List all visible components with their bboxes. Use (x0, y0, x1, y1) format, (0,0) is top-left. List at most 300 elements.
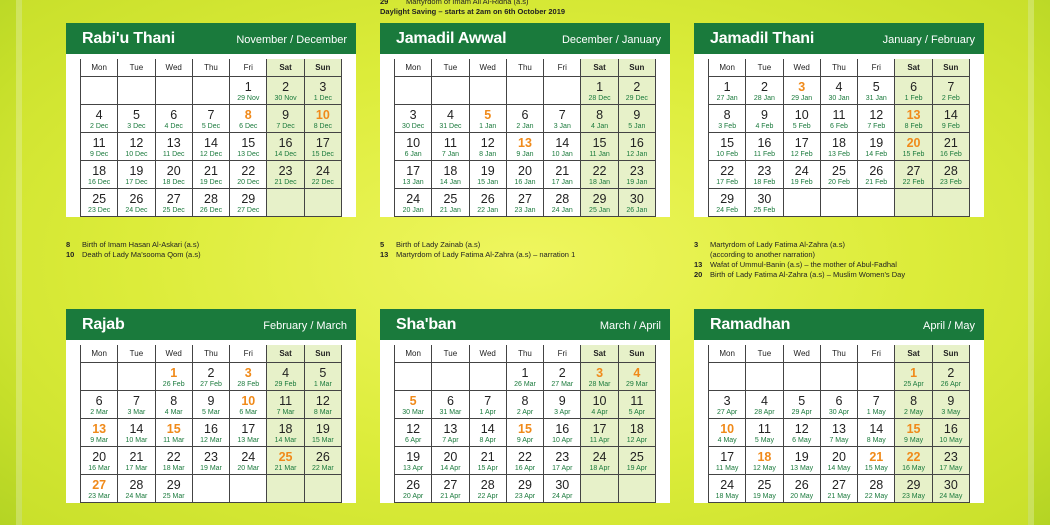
hijri-day: 4 (446, 108, 454, 122)
empty-day-cell (305, 189, 342, 217)
gregorian-date: 15 Feb (902, 151, 925, 158)
empty-day-cell (432, 363, 469, 391)
hijri-day: 16 (555, 422, 570, 436)
hijri-day: 29 (518, 478, 532, 492)
month-calendar-rabiu-thani (66, 23, 356, 217)
gregorian-date: 16 Jan (514, 179, 536, 186)
day-cell (544, 475, 581, 503)
event-row (380, 250, 575, 260)
day-cell (895, 475, 932, 503)
gregorian-date: 30 Mar (402, 409, 425, 416)
event-text: Wafat of Ummul-Banin (a.s) – the mother of Abul-Fadhal (710, 260, 897, 269)
hijri-day: 18 (832, 136, 846, 150)
hijri-day: 25 (629, 450, 644, 464)
hijri-day: 6 (521, 108, 529, 122)
day-cell (305, 105, 342, 133)
empty-day-cell (395, 77, 432, 105)
hijri-day: 13 (443, 422, 458, 436)
weekday-header: Mon (395, 345, 432, 363)
hijri-day: 28 (480, 478, 495, 492)
gregorian-date: 20 Mar (237, 465, 260, 472)
day-cell (581, 105, 618, 133)
day-cell (156, 189, 193, 217)
hijri-day: 15 (906, 422, 921, 436)
event-text: Death of Lady Ma'sooma Qom (a.s) (82, 250, 201, 259)
gregorian-date: 31 Dec (439, 123, 462, 130)
day-cell (230, 189, 267, 217)
weekday-header: Sun (933, 59, 970, 77)
hijri-day: 10 (592, 394, 607, 408)
day-cell (709, 419, 746, 447)
gregorian-date: 21 May (827, 493, 851, 500)
hijri-day: 27 (518, 192, 532, 206)
hijri-day: 18 (629, 422, 644, 436)
hijri-day: 6 (910, 80, 918, 94)
weekday-header: Sat (895, 345, 932, 363)
gregorian-date: 21 Dec (274, 179, 297, 186)
hijri-day: 24 (315, 164, 330, 178)
day-cell (267, 391, 304, 419)
gregorian-date: 18 Jan (589, 179, 611, 186)
gregorian-date: 2 Jan (516, 123, 534, 130)
hijri-day: 21 (204, 164, 218, 178)
hijri-day: 29 (592, 192, 607, 206)
gregorian-date: 25 Jan (589, 207, 611, 214)
day-cell (193, 133, 230, 161)
day-cell (544, 419, 581, 447)
gregorian-date: 6 Feb (830, 123, 848, 130)
hijri-day: 26 (869, 164, 884, 178)
gregorian-date: 7 Jan (441, 151, 459, 158)
gregorian-date: 14 Jan (439, 179, 461, 186)
gregorian-date: 28 Mar (588, 381, 611, 388)
hijri-day: 12 (794, 422, 809, 436)
top-note-row: Daylight Saving – starts at 2am on 6th October 2019 (380, 7, 566, 16)
hijri-day: 4 (835, 80, 843, 94)
day-cell (581, 447, 618, 475)
top-notes (380, 0, 565, 17)
gregorian-date: 24 May (939, 493, 963, 500)
gregorian-date: 10 May (939, 437, 963, 444)
hijri-day: 8 (596, 108, 604, 122)
day-cell (544, 105, 581, 133)
gregorian-date: 26 Mar (514, 381, 536, 388)
day-cell (81, 189, 118, 217)
day-cell (193, 189, 230, 217)
hijri-day: 1 (723, 80, 731, 94)
hijri-day: 6 (446, 394, 454, 408)
day-cell (507, 419, 544, 447)
gregorian-date: 14 Dec (274, 151, 297, 158)
hijri-day: 16 (943, 422, 958, 436)
day-cell (746, 133, 783, 161)
gregorian-date: 10 Jan (551, 151, 573, 158)
month-header (694, 23, 984, 54)
hijri-day: 26 (480, 192, 495, 206)
empty-day-cell (858, 363, 895, 391)
empty-day-cell (784, 363, 821, 391)
day-cell (507, 105, 544, 133)
month-calendar-ramadhan (694, 309, 984, 503)
gregorian-date: 19 Feb (790, 179, 813, 186)
weekday-header: Tue (118, 59, 155, 77)
day-cell (81, 391, 118, 419)
hijri-day: 17 (720, 450, 735, 464)
gregorian-date: 19 Apr (626, 465, 647, 472)
gregorian-date: 5 Feb (792, 123, 811, 130)
hijri-day: 15 (166, 422, 181, 436)
weekday-header: Tue (746, 345, 783, 363)
hijri-day: 7 (558, 108, 566, 122)
day-cell (784, 391, 821, 419)
hijri-day: 24 (794, 164, 809, 178)
empty-day-cell (118, 363, 155, 391)
weekday-header: Wed (156, 345, 193, 363)
hijri-day: 19 (129, 164, 144, 178)
weekday-header: Thu (821, 59, 858, 77)
gregorian-date: 23 Feb (939, 179, 962, 186)
hijri-day: 29 (906, 478, 921, 492)
month-subtitle: January / February (882, 34, 975, 46)
hijri-day: 28 (555, 192, 570, 206)
day-cell (709, 77, 746, 105)
day-cell (619, 419, 656, 447)
gregorian-date: 7 Dec (276, 123, 295, 130)
month-header (66, 309, 356, 340)
hijri-day: 25 (278, 450, 293, 464)
gregorian-date: 23 Jan (514, 207, 536, 214)
hijri-day: 10 (720, 422, 735, 436)
hijri-day: 5 (319, 366, 327, 380)
gregorian-date: 17 May (939, 465, 963, 472)
empty-day-cell (156, 77, 193, 105)
event-row (66, 250, 201, 260)
day-grid (708, 345, 970, 503)
gregorian-date: 4 Jan (591, 123, 609, 130)
hijri-day: 23 (757, 164, 772, 178)
day-cell (267, 105, 304, 133)
hijri-day: 17 (406, 164, 421, 178)
weekday-header: Sun (305, 345, 342, 363)
hijri-day: 14 (204, 136, 218, 150)
hijri-day: 9 (558, 394, 566, 408)
hijri-day: 3 (723, 394, 731, 408)
day-cell (784, 161, 821, 189)
gregorian-date: 14 May (827, 465, 851, 472)
hijri-day: 2 (207, 366, 215, 380)
hijri-day: 11 (279, 394, 293, 408)
gregorian-date: 3 May (941, 409, 961, 416)
gregorian-date: 20 Feb (828, 179, 850, 186)
gregorian-date: 13 Feb (828, 151, 850, 158)
weekday-header: Sat (581, 59, 618, 77)
day-cell (470, 105, 507, 133)
day-cell (746, 77, 783, 105)
hijri-day: 30 (943, 478, 958, 492)
day-cell (709, 391, 746, 419)
hijri-day: 25 (757, 478, 772, 492)
gregorian-date: 22 May (864, 493, 888, 500)
gregorian-date: 23 Apr (514, 493, 536, 500)
gregorian-date: 18 Apr (589, 465, 610, 472)
gregorian-date: 13 Dec (237, 151, 260, 158)
hijri-day: 17 (794, 136, 809, 150)
hijri-day: 8 (521, 394, 529, 408)
top-note-row: 29 Martyrdom of Imam Ali Al-Ridha (a.s) (380, 0, 529, 6)
day-cell (895, 447, 932, 475)
day-cell (581, 189, 618, 217)
day-cell (118, 105, 155, 133)
day-cell (709, 447, 746, 475)
day-cell (544, 363, 581, 391)
month-calendar-shaban (380, 309, 670, 503)
day-grid (394, 59, 656, 217)
hijri-day: 3 (409, 108, 417, 122)
month-header (380, 309, 670, 340)
hijri-day: 11 (630, 394, 644, 408)
empty-day-cell (933, 189, 970, 217)
day-cell (432, 189, 469, 217)
gregorian-date: 10 Mar (125, 437, 148, 444)
gregorian-date: 3 Feb (718, 123, 737, 130)
event-day: 13 (380, 250, 389, 259)
day-cell (709, 133, 746, 161)
gregorian-date: 6 May (792, 437, 812, 444)
gregorian-date: 29 Mar (625, 381, 648, 388)
hijri-day: 5 (872, 80, 880, 94)
day-cell (619, 391, 656, 419)
hijri-day: 4 (633, 366, 641, 380)
weekday-header: Sat (895, 59, 932, 77)
day-cell (432, 133, 469, 161)
gregorian-date: 20 Apr (403, 493, 424, 500)
weekday-header: Fri (858, 59, 895, 77)
day-cell (821, 475, 858, 503)
day-cell (230, 133, 267, 161)
gregorian-date: 28 Feb (237, 381, 260, 388)
hijri-day: 6 (835, 394, 843, 408)
day-cell (118, 475, 155, 503)
gregorian-date: 30 Apr (828, 409, 850, 416)
gregorian-date: 6 Apr (404, 437, 422, 444)
day-cell (156, 133, 193, 161)
hijri-day: 28 (869, 478, 884, 492)
hijri-day: 28 (129, 478, 144, 492)
gregorian-date: 29 Nov (237, 95, 260, 102)
gregorian-date: 3 Mar (127, 409, 146, 416)
gregorian-date: 9 Jan (516, 151, 534, 158)
gregorian-date: 17 Apr (552, 465, 573, 472)
day-cell (193, 447, 230, 475)
weekday-header: Thu (507, 345, 544, 363)
day-cell (470, 189, 507, 217)
hijri-day: 21 (943, 136, 958, 150)
hijri-day: 19 (480, 164, 495, 178)
gregorian-date: 14 Mar (274, 437, 297, 444)
day-cell (581, 77, 618, 105)
gregorian-date: 26 Jan (626, 207, 648, 214)
gregorian-date: 8 Mar (313, 409, 332, 416)
hijri-day: 25 (443, 192, 458, 206)
hijri-day: 22 (720, 164, 735, 178)
gregorian-date: 18 Mar (162, 465, 185, 472)
gregorian-date: 12 Feb (790, 151, 813, 158)
month-header (694, 309, 984, 340)
day-cell (267, 419, 304, 447)
gregorian-date: 7 May (829, 437, 849, 444)
gregorian-date: 21 Mar (274, 465, 297, 472)
gregorian-date: 25 Apr (903, 381, 924, 388)
day-cell (821, 77, 858, 105)
gregorian-date: 28 Apr (754, 409, 775, 416)
hijri-day: 1 (170, 366, 178, 380)
hijri-day: 24 (241, 450, 256, 464)
gregorian-date: 5 Jan (628, 123, 646, 130)
hijri-day: 6 (95, 394, 103, 408)
empty-day-cell (858, 189, 895, 217)
hijri-day: 24 (406, 192, 421, 206)
event-text: Birth of Imam Hasan Al-Askari (a.s) (82, 240, 200, 249)
day-cell (544, 189, 581, 217)
hijri-day: 20 (832, 450, 846, 464)
hijri-day: 20 (518, 164, 532, 178)
gregorian-date: 19 Mar (200, 465, 222, 472)
gregorian-date: 23 Dec (88, 207, 111, 214)
weekday-header: Fri (544, 345, 581, 363)
hijri-day: 14 (869, 422, 884, 436)
gregorian-date: 10 Feb (716, 151, 739, 158)
gregorian-date: 2 Mar (90, 409, 109, 416)
weekday-header: Thu (193, 345, 230, 363)
hijri-day: 13 (166, 136, 181, 150)
day-cell (81, 475, 118, 503)
day-cell (709, 475, 746, 503)
day-cell (118, 189, 155, 217)
empty-day-cell (432, 77, 469, 105)
gregorian-date: 16 Apr (514, 465, 536, 472)
month-title: Rabi'u Thani (82, 30, 175, 47)
day-cell (507, 475, 544, 503)
month-subtitle: March / April (599, 320, 661, 332)
month-title: Sha'ban (396, 316, 457, 333)
hijri-day: 20 (443, 450, 458, 464)
hijri-day: 23 (204, 450, 218, 464)
gregorian-date: 13 Jan (402, 179, 424, 186)
gregorian-date: 29 Dec (625, 95, 648, 102)
hijri-day: 7 (484, 394, 492, 408)
day-cell (821, 161, 858, 189)
day-cell (746, 189, 783, 217)
gregorian-date: 3 Apr (554, 409, 571, 416)
gregorian-date: 15 May (864, 465, 888, 472)
day-cell (305, 363, 342, 391)
weekday-header: Fri (230, 59, 267, 77)
day-cell (230, 447, 267, 475)
day-cell (81, 419, 118, 447)
empty-day-cell (784, 189, 821, 217)
day-cell (507, 133, 544, 161)
day-cell (156, 363, 193, 391)
day-cell (784, 133, 821, 161)
gregorian-date: 5 Dec (201, 123, 221, 130)
day-cell (784, 419, 821, 447)
day-cell (784, 447, 821, 475)
day-cell (784, 475, 821, 503)
day-cell (746, 105, 783, 133)
gregorian-date: 17 Jan (551, 179, 573, 186)
day-cell (544, 161, 581, 189)
gregorian-date: 4 Dec (164, 123, 183, 130)
day-cell (544, 133, 581, 161)
hijri-day: 7 (207, 108, 215, 122)
weekday-header: Mon (709, 59, 746, 77)
day-cell (858, 447, 895, 475)
hijri-day: 27 (92, 478, 107, 492)
hijri-day: 18 (278, 422, 293, 436)
gregorian-date: 24 Jan (551, 207, 573, 214)
day-cell (933, 363, 970, 391)
empty-day-cell (581, 475, 618, 503)
gregorian-date: 27 Apr (717, 409, 738, 416)
weekday-header: Sun (619, 345, 656, 363)
hijri-day: 21 (869, 450, 884, 464)
hijri-day: 8 (910, 394, 918, 408)
day-cell (858, 161, 895, 189)
gregorian-date: 8 Feb (904, 123, 923, 130)
day-cell (193, 363, 230, 391)
events-list (380, 240, 575, 260)
gregorian-date: 14 Apr (440, 465, 461, 472)
event-text: Birth of Lady Zainab (a.s) (396, 240, 481, 249)
hijri-day: 14 (943, 108, 958, 122)
gregorian-date: 30 Jan (828, 95, 850, 102)
hijri-day: 12 (315, 394, 330, 408)
gregorian-date: 21 Jan (439, 207, 461, 214)
weekday-header: Sun (305, 59, 342, 77)
day-cell (784, 77, 821, 105)
hijri-day: 2 (633, 80, 641, 94)
hijri-day: 18 (443, 164, 458, 178)
gregorian-date: 12 Mar (200, 437, 222, 444)
month-calendar-jamadil-awwal (380, 23, 670, 217)
weekday-header: Wed (784, 59, 821, 77)
day-cell (933, 77, 970, 105)
day-cell (395, 475, 432, 503)
gregorian-date: 21 Apr (440, 493, 461, 500)
day-cell (470, 161, 507, 189)
hijri-day: 21 (480, 450, 495, 464)
empty-day-cell (305, 475, 342, 503)
weekday-header: Tue (746, 59, 783, 77)
hijri-day: 9 (633, 108, 641, 122)
hijri-day: 9 (282, 108, 290, 122)
hijri-day: 12 (406, 422, 421, 436)
hijri-day: 23 (943, 450, 958, 464)
hijri-day: 1 (244, 80, 252, 94)
day-cell (81, 161, 118, 189)
events-list (694, 240, 905, 280)
day-cell (858, 391, 895, 419)
gregorian-date: 18 May (715, 493, 739, 500)
day-cell (230, 391, 267, 419)
gregorian-date: 15 Dec (311, 151, 334, 158)
day-cell (432, 475, 469, 503)
gregorian-date: 26 Feb (162, 381, 185, 388)
gregorian-date: 8 Apr (479, 437, 496, 444)
weekday-header: Sun (933, 345, 970, 363)
gregorian-date: 27 Jan (716, 95, 738, 102)
weekday-header: Sun (619, 59, 656, 77)
